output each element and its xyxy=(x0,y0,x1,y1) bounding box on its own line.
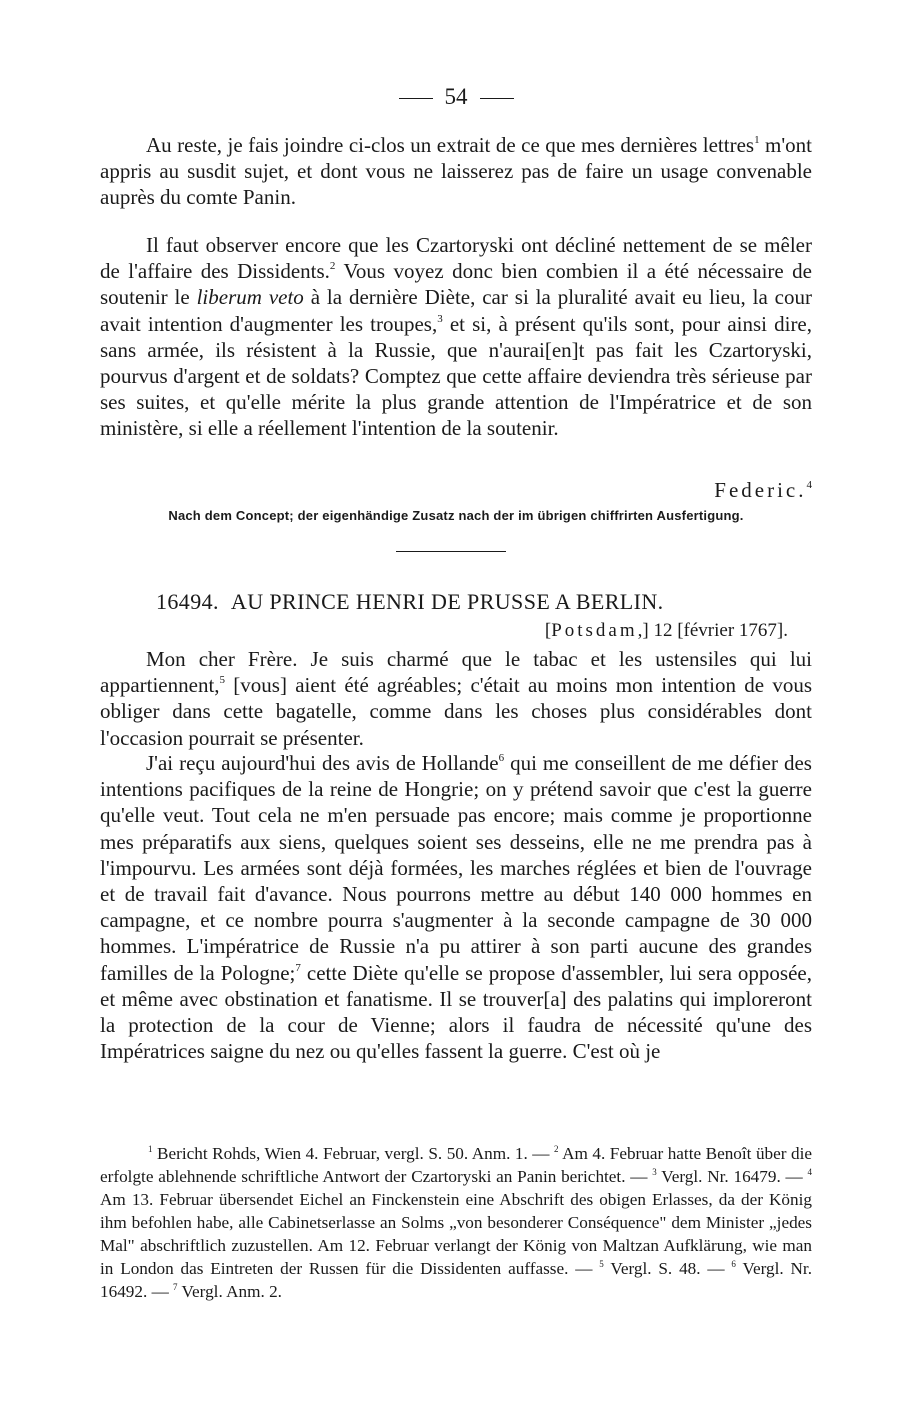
footnote-7: Vergl. Anm. 2. xyxy=(177,1282,282,1301)
section-divider xyxy=(396,551,506,552)
footnotes-text xyxy=(100,1142,812,1303)
footnote-7-marker: 7 xyxy=(173,1282,178,1292)
page-number xyxy=(100,84,812,110)
footnote-marker-4: 4 xyxy=(806,479,812,491)
paragraph-letter-hollande-text-b: qui me conseillent de me défier des intentions pacifiques de la reine de Hongrie; on y prétend savoir que c'est la guerre qu'elle veut. Tout cela ne m'en persuade pas encore; mais comme je proportionne mes préparatifs aux siens, quelques soient ses desseins, elle ne me prendra pas à l'impourvu. Les armées sont déjà formées, les marches réglées et bien de l'ouvrage et de travail fait d'avance. Nous pourrons mettre au début 140 000 hommes en campagne, et ce nombre pourra s'augmenter à la seconde campagne de 30 000 hommes. L'impératrice de Russie n'a pu attirer à son parti aucune des grandes familles de la Pologne; xyxy=(100,751,812,985)
paragraph-czartoryski-text-a: Il faut observer encore que les Czartoryski ont décliné nettement de se mêler de l'affaire des Dissidents. xyxy=(100,233,812,284)
dateline-date: ,] 12 [février 1767]. xyxy=(637,620,788,641)
paragraph-extract-text-b: m'ont appris au susdit sujet, et dont vous ne laisserez pas de faire un usage convenable auprès du comte Panin. xyxy=(100,133,812,210)
footnote-marker-1: 1 xyxy=(754,134,760,146)
paragraph-czartoryski-text-d: et si, à présent qu'ils sont, pour ainsi dire, sans armée, ils résistent à la Russie, que n'aurai[en]t pas fait les Czartoryski, pourvus d'argent et de soldats? Comptez que cette affaire deviendra très sérieuse par ses suites, et qu'elle mérite la plus grande attention de l'Impératrice et de son ministère, si elle a réellement l'intention de la soutenir. xyxy=(100,311,813,441)
signature-text: Federic. xyxy=(714,478,807,502)
paragraph-extract-text-a: Au reste, je fais joindre ci-clos un extrait de ce que mes dernières lettres xyxy=(146,133,755,157)
footnote-2-marker: 2 xyxy=(554,1144,559,1154)
footnote-4: Am 13. Februar übersendet Eichel an Finckenstein eine Abschrift des obigen Erlasses, da der König ihm befohlen habe, alle Cabinetserlasse an Solms „von besonderer Conséquence" dem Minister „jedes Mal" abschriftlich zuzustellen. Am 12. Februar verlangt der König von Maltzan Aufklärung, wie man in London das Eintreten der Russen für die Dissidenten auffasse. — xyxy=(100,1190,812,1278)
letter-number: 16494. xyxy=(156,589,219,614)
paragraph-letter-hollande-text-a: J'ai reçu aujourd'hui des avis de Hollande xyxy=(146,751,499,775)
paragraph-letter-greeting xyxy=(100,646,812,751)
paragraph-czartoryski-text-b: Vous voyez donc bien combien il a été nécessaire de soutenir le xyxy=(100,259,812,310)
footnote-marker-6: 6 xyxy=(498,752,505,764)
paragraph-letter-hollande-text-c: cette Diète qu'elle se propose d'assembler, lui sera opposée, et même avec obstination et fanatisme. Il se trouver[a] des palatins qui imploreront la protection de la cour de Vienne; alors il faudra de nécessité qu'une des Impératrices saigne du nez ou qu'elles fassent la guerre. C'est où je xyxy=(100,960,812,1064)
letter-title: AU PRINCE HENRI DE PRUSSE A BERLIN. xyxy=(230,589,664,614)
page-number-dash-left xyxy=(399,98,433,99)
footnote-marker-2: 2 xyxy=(329,260,336,273)
page-number-dash-right xyxy=(480,98,514,99)
paragraph-letter-greeting-text-a: Mon cher Frère. Je suis charmé que le tabac et les ustensiles qui lui appartiennent, xyxy=(100,647,812,698)
paragraph-czartoryski-text-c: à la dernière Diète, car si la pluralité avait eu lieu, la cour avait intention d'augmenter les troupes, xyxy=(100,285,812,336)
paragraph-extract xyxy=(100,132,812,211)
footnote-2: Am 4. Februar hatte Benoît über die erfolgte ablehnende schriftliche Antwort der Czartoryski an Panin berichtet. — xyxy=(100,1144,812,1186)
footnote-1: Bericht Rohds, Wien 4. Februar, vergl. S. 50. Anm. 1. — xyxy=(152,1144,555,1163)
footnote-6: Vergl. Nr. 16492. — xyxy=(100,1259,812,1301)
page-number-text: 54 xyxy=(444,84,468,109)
footnote-1-marker: 1 xyxy=(148,1144,153,1154)
italic-liberum-veto: liberum veto xyxy=(196,285,304,310)
footnote-5: Vergl. S. 48. — xyxy=(603,1259,732,1278)
letter-heading xyxy=(156,589,664,615)
footnote-marker-3: 3 xyxy=(437,312,443,325)
source-note: Nach dem Concept; der eigenhändige Zusatz nach der im übrigen chiffrirten Ausfertigung. xyxy=(168,508,744,523)
paragraph-letter-greeting-text-b: [vous] aient été agréables; c'était au moins mon intention de vous obliger dans cette bagatelle, comme dans les choses plus considérables dont l'occasion pourrait se présenter. xyxy=(100,673,812,750)
footnote-4-marker: 4 xyxy=(807,1167,813,1177)
footnotes xyxy=(100,1142,812,1303)
letter-dateline xyxy=(545,620,788,642)
dateline-place: Potsdam xyxy=(551,620,638,641)
footnote-3: Vergl. Nr. 16479. — xyxy=(656,1167,808,1186)
footnote-5-marker: 5 xyxy=(599,1259,604,1269)
footnote-marker-7: 7 xyxy=(295,961,301,974)
dateline-open: [ xyxy=(544,620,552,641)
paragraph-letter-hollande xyxy=(100,750,812,1064)
footnote-marker-5: 5 xyxy=(219,674,226,687)
footnote-3-marker: 3 xyxy=(652,1167,657,1177)
signature xyxy=(714,478,812,503)
footnote-6-marker: 6 xyxy=(731,1259,736,1269)
paragraph-czartoryski xyxy=(100,232,812,442)
